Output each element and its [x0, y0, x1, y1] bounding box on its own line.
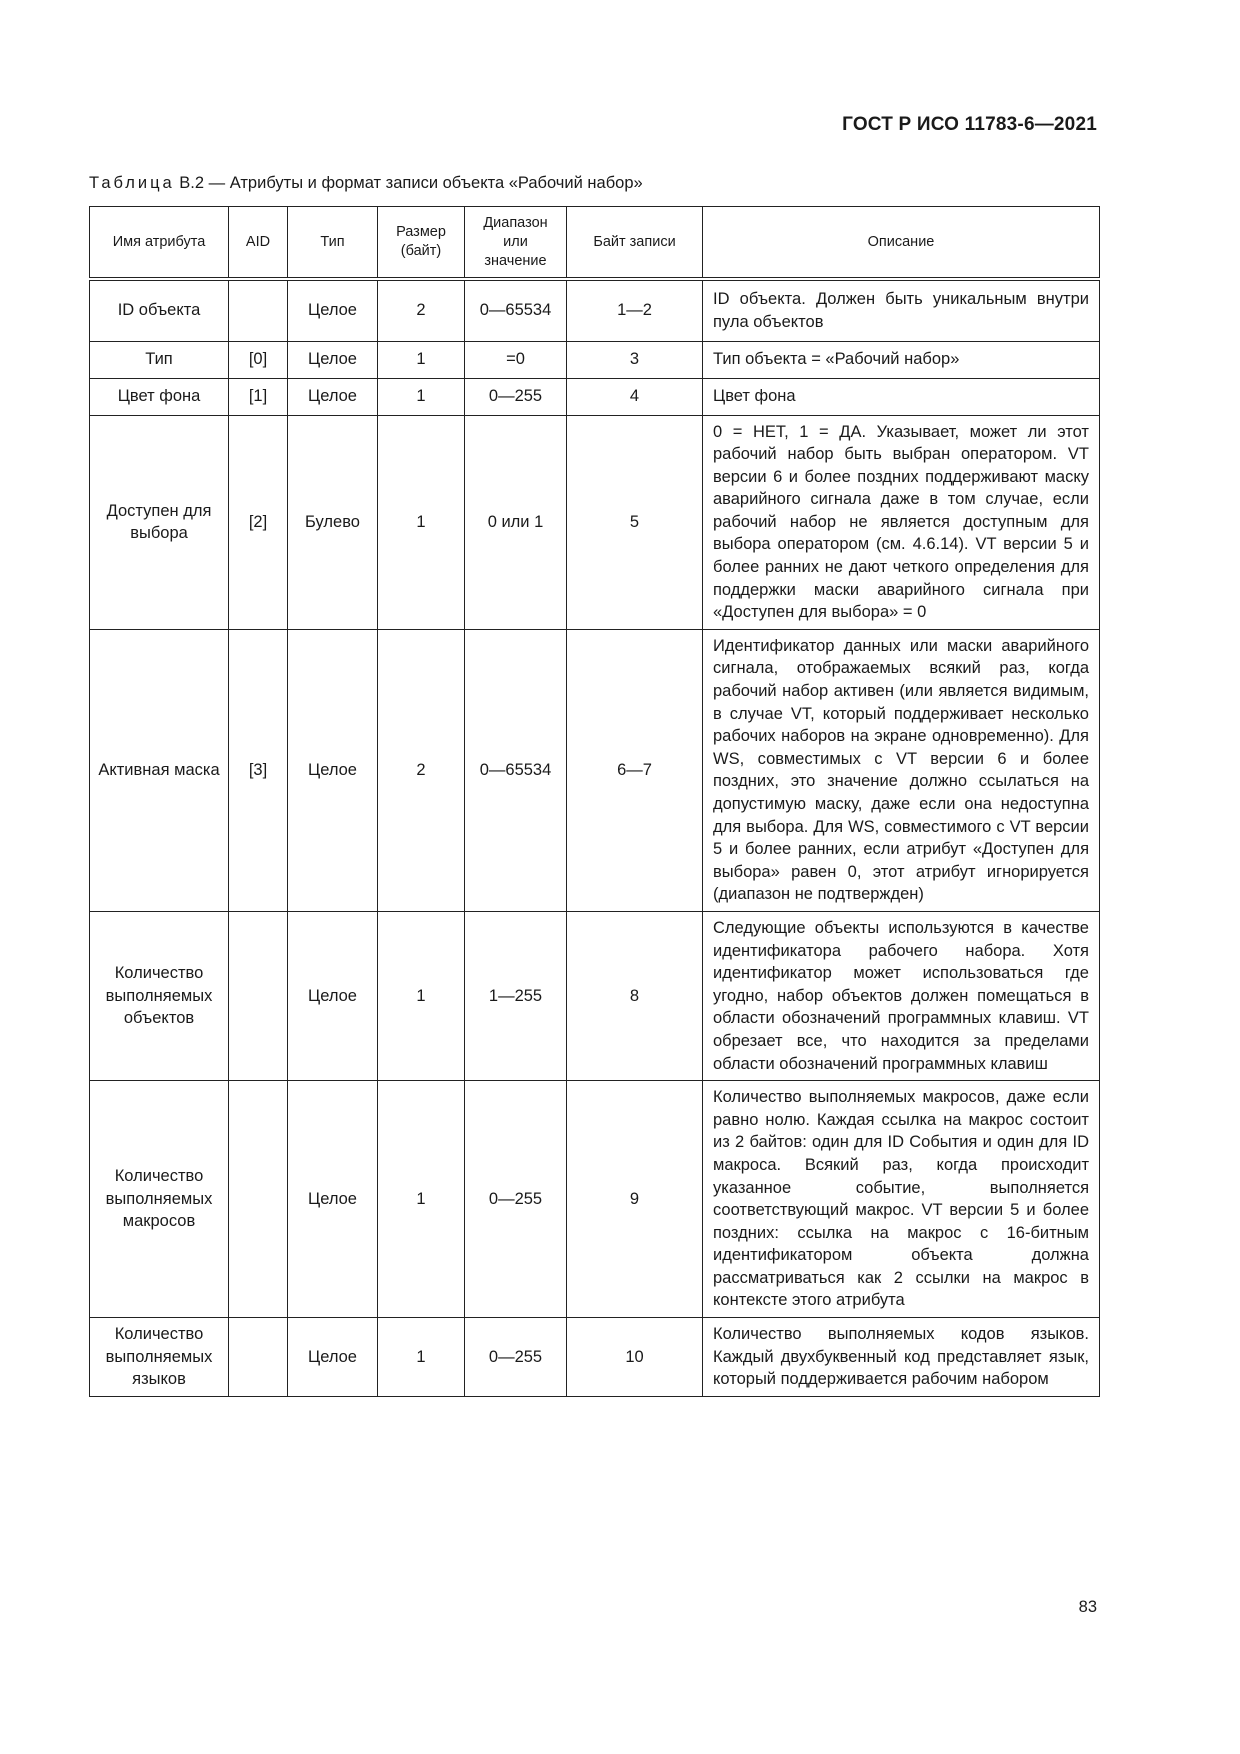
cell-size: 1: [378, 415, 465, 629]
cell-size: 1: [378, 341, 465, 378]
table-row: [90, 279, 1100, 341]
header-description: Описание: [703, 207, 1100, 280]
cell-range: 0 или 1: [465, 415, 567, 629]
table-header-row: [90, 207, 1100, 280]
cell-name: Количество выполняемых объектов: [90, 911, 229, 1080]
cell-bytes: 9: [567, 1081, 703, 1318]
cell-range: 1—255: [465, 911, 567, 1080]
cell-bytes: 8: [567, 911, 703, 1080]
cell-description: ID объекта. Должен быть уникальным внутри пула объектов: [703, 279, 1100, 341]
table-row: [90, 378, 1100, 415]
cell-type: Булево: [288, 415, 378, 629]
cell-description: Идентификатор данных или маски аварийного сигнала, отображаемых всякий раз, когда рабочий набор активен (или является видимым, в случае VT, который поддерживает несколько рабочих наборов на экране одновременно). Для WS, совместимых с VT версии 6 и более поздних, это значение должно ссылаться на допустимую маску, даже если она недоступна для выбора. Для WS, совместимого с VT версии 5 и более ранних, если атрибут «Доступен для выбора» равен 0, этот атрибут игнорируется (диапазон не подтвержден): [703, 629, 1100, 911]
cell-type: Целое: [288, 279, 378, 341]
cell-type: Целое: [288, 629, 378, 911]
cell-bytes: 4: [567, 378, 703, 415]
cell-type: Целое: [288, 378, 378, 415]
table-row: [90, 629, 1100, 911]
header-range: Диапазон или значение: [465, 207, 567, 280]
cell-aid: [229, 1318, 288, 1397]
cell-name: Активная маска: [90, 629, 229, 911]
cell-type: Целое: [288, 1081, 378, 1318]
cell-range: 0—65534: [465, 279, 567, 341]
table-row: [90, 415, 1100, 629]
cell-range: 0—65534: [465, 629, 567, 911]
cell-type: Целое: [288, 1318, 378, 1397]
caption-label: Таблица: [89, 174, 175, 192]
cell-description: Количество выполняемых кодов языков. Каждый двухбуквенный код представляет язык, который поддерживается рабочим набором: [703, 1318, 1100, 1397]
page-number: 83: [1078, 1598, 1097, 1616]
cell-bytes: 6—7: [567, 629, 703, 911]
cell-range: 0—255: [465, 1081, 567, 1318]
cell-range: =0: [465, 341, 567, 378]
cell-bytes: 3: [567, 341, 703, 378]
cell-size: 1: [378, 1081, 465, 1318]
cell-size: 1: [378, 911, 465, 1080]
cell-description: Следующие объекты используются в качестве идентификатора рабочего набора. Хотя идентификатор может использоваться где угодно, набор объектов должен помещаться в области обозначений программных клавиш. VT обрезает все, что находится за пределами области обозначений программных клавиш: [703, 911, 1100, 1080]
table-caption: [89, 174, 643, 193]
caption-text: В.2 — Атрибуты и формат записи объекта «Рабочий набор»: [174, 174, 643, 192]
cell-bytes: 1—2: [567, 279, 703, 341]
cell-type: Целое: [288, 911, 378, 1080]
cell-description: Цвет фона: [703, 378, 1100, 415]
header-aid: AID: [229, 207, 288, 280]
table-row: [90, 341, 1100, 378]
cell-aid: [229, 1081, 288, 1318]
cell-size: 1: [378, 378, 465, 415]
header-type: Тип: [288, 207, 378, 280]
cell-size: 2: [378, 279, 465, 341]
cell-aid: [229, 279, 288, 341]
cell-description: Количество выполняемых макросов, даже если равно нолю. Каждая ссылка на макрос состоит из 2 байтов: один для ID События и один для ID макроса. Всякий раз, когда происходит указанное событие, выполняется соответствующий макрос. VT версии 5 и более поздних: ссылка на макрос с 16-битным идентификатором объекта должна рассматриваться как 2 ссылки на макрос в контексте этого атрибута: [703, 1081, 1100, 1318]
cell-aid: [1]: [229, 378, 288, 415]
table-row: [90, 1081, 1100, 1318]
cell-name: Количество выполняемых языков: [90, 1318, 229, 1397]
header-attribute-name: Имя атрибута: [90, 207, 229, 280]
table-row: [90, 1318, 1100, 1397]
header-size: Размер (байт): [378, 207, 465, 280]
cell-bytes: 5: [567, 415, 703, 629]
cell-name: Количество выполняемых макросов: [90, 1081, 229, 1318]
cell-aid: [229, 911, 288, 1080]
table-row: [90, 911, 1100, 1080]
cell-aid: [0]: [229, 341, 288, 378]
cell-aid: [2]: [229, 415, 288, 629]
document-id: ГОСТ Р ИСО 11783-6—2021: [842, 114, 1097, 135]
cell-aid: [3]: [229, 629, 288, 911]
attributes-table: [89, 206, 1100, 1397]
cell-size: 1: [378, 1318, 465, 1397]
cell-range: 0—255: [465, 1318, 567, 1397]
cell-name: Цвет фона: [90, 378, 229, 415]
cell-type: Целое: [288, 341, 378, 378]
cell-name: Тип: [90, 341, 229, 378]
cell-description: 0 = НЕТ, 1 = ДА. Указывает, может ли этот рабочий набор быть выбран оператором. VT версии 6 и более поздних поддерживают маску аварийного сигнала даже в том случае, если рабочий набор не является доступным для выбора оператором (см. 4.6.14). VT версии 5 и более ранних не дают четкого определения для поддержки маски аварийного сигнала при «Доступен для выбора» = 0: [703, 415, 1100, 629]
cell-bytes: 10: [567, 1318, 703, 1397]
cell-description: Тип объекта = «Рабочий набор»: [703, 341, 1100, 378]
header-record-bytes: Байт записи: [567, 207, 703, 280]
cell-name: ID объекта: [90, 279, 229, 341]
cell-name: Доступен для выбора: [90, 415, 229, 629]
cell-range: 0—255: [465, 378, 567, 415]
cell-size: 2: [378, 629, 465, 911]
